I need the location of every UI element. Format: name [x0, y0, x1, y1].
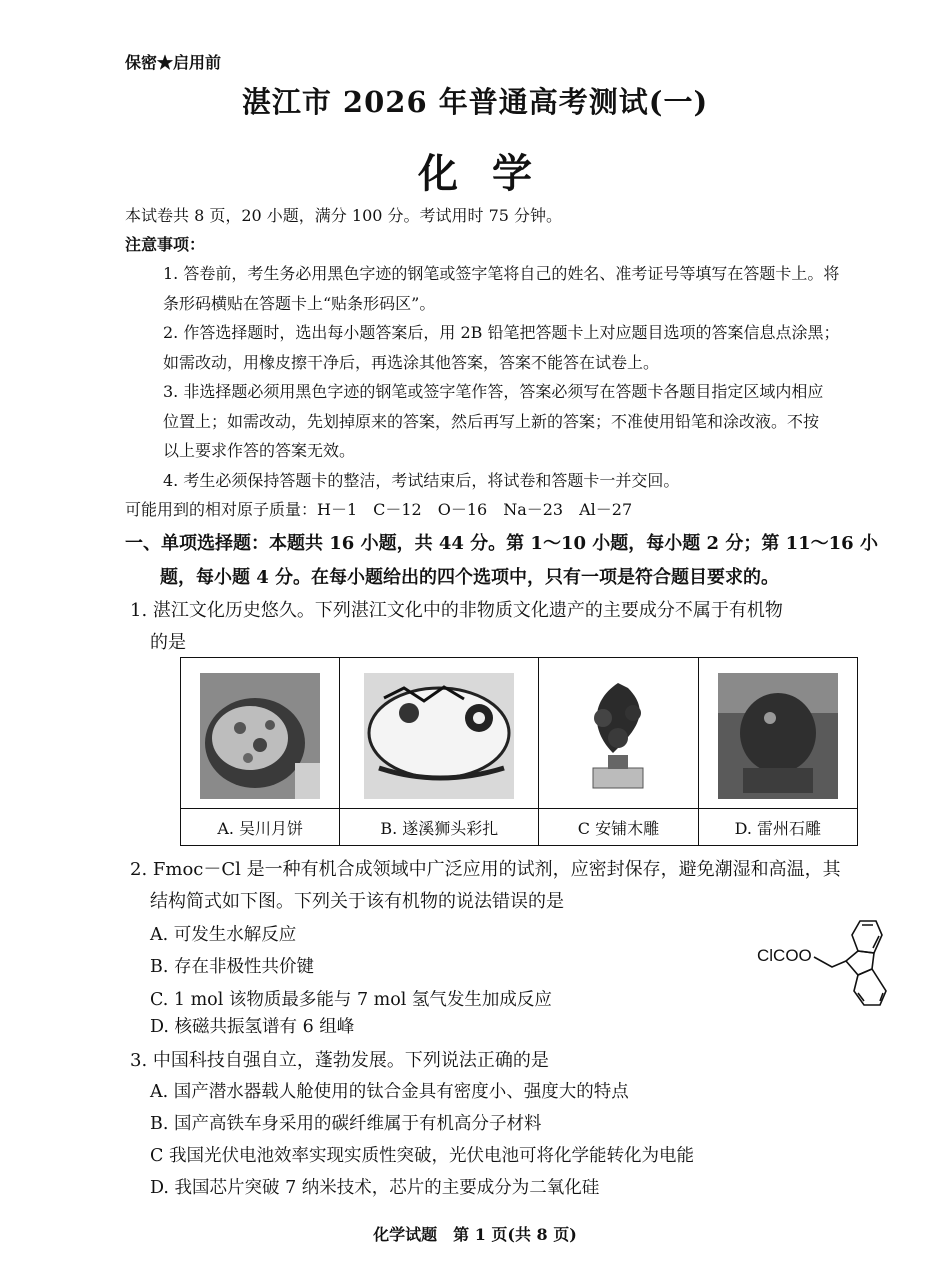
lion-head-image — [364, 673, 514, 799]
confidential-label: 保密★启用前 — [125, 53, 222, 72]
q1-image-table — [180, 657, 858, 846]
notice-line: 4. 考生必须保持答题卡的整洁，考试结束后，将试卷和答题卡一并交回。 — [163, 471, 680, 490]
q2-option-d: D. 核磁共振氢谱有 6 组峰 — [150, 1017, 355, 1037]
notice-line: 位置上；如需改动，先划掉原来的答案，然后再写上新的答案；不准使用铅笔和涂改液。不按 — [163, 412, 820, 431]
notice-line: 1. 答卷前，考生务必用黑色字迹的钢笔或签字笔将自己的姓名、准考证号等填写在答题卡上。将 — [163, 264, 840, 283]
q1-option-d: D. 雷州石雕 — [698, 809, 857, 846]
q2-option-b: B. 存在非极性共价键 — [150, 957, 314, 977]
notice-line: 3. 非选择题必须用黑色字迹的钢笔或签字笔作答，答案必须写在答题卡各题目指定区域内相应 — [163, 382, 824, 401]
notice-line: 以上要求作答的答案无效。 — [163, 441, 356, 460]
q1-option-a: A. 吴川月饼 — [181, 809, 340, 846]
q1-stem: 1. 湛江文化历史悠久。下列湛江文化中的非物质文化遗产的主要成分不属于有机物 — [130, 600, 783, 621]
structure-label: ClCOO — [757, 946, 812, 965]
q1-option-b: B. 遂溪狮头彩扎 — [340, 809, 539, 846]
q2-stem-cont: 结构简式如下图。下列关于该有机物的说法错误的是 — [150, 891, 564, 912]
q1-image-cell-d — [698, 658, 857, 809]
stone-carving-image — [718, 673, 838, 799]
notice-heading: 注意事项： — [125, 235, 206, 254]
q3-option-c: C 我国光伏电池效率实现实质性突破，光伏电池可将化学能转化为电能 — [150, 1146, 694, 1166]
notice-line: 如需改动，用橡皮擦干净后，再选涂其他答案，答案不能答在试卷上。 — [163, 353, 660, 372]
q3-stem: 3. 中国科技自强自立，蓬勃发展。下列说法正确的是 — [130, 1050, 549, 1071]
exam-title: 湛江市 2026 年普通高考测试(一) — [241, 85, 709, 119]
notice-line: 2. 作答选择题时，选出每小题答案后，用 2B 铅笔把答题卡上对应题目选项的答案信息点涂黑； — [163, 323, 840, 342]
atomic-masses: 可能用到的相对原子质量：H－1 C－12 O－16 Na－23 Al－27 — [125, 500, 633, 519]
section-heading: 一、单项选择题：本题共 16 小题，共 44 分。第 1～10 小题，每小题 2 分；第 11～16 小 — [125, 533, 878, 554]
q3-option-a: A. 国产潜水器载人舱使用的钛合金具有密度小、强度大的特点 — [150, 1082, 629, 1102]
page-footer: 化学试题 第 1 页(共 8 页) — [373, 1225, 577, 1244]
mooncake-image — [200, 673, 320, 799]
q2-option-c: C. 1 mol 该物质最多能与 7 mol 氢气发生加成反应 — [150, 990, 552, 1010]
q3-option-d: D. 我国芯片突破 7 纳米技术，芯片的主要成分为二氧化硅 — [150, 1178, 600, 1198]
section-heading-cont: 题，每小题 4 分。在每小题给出的四个选项中，只有一项是符合题目要求的。 — [160, 567, 780, 588]
wood-carving-image — [558, 673, 678, 799]
q1-stem-cont: 的是 — [150, 632, 186, 653]
q2-stem: 2. Fmoc－Cl 是一种有机合成领域中广泛应用的试剂，应密封保存，避免潮湿和高温，其 — [130, 859, 841, 880]
exam-intro: 本试卷共 8 页，20 小题，满分 100 分。考试用时 75 分钟。 — [125, 206, 563, 225]
notice-line: 条形码横贴在答题卡上“贴条形码区”。 — [163, 294, 436, 313]
subject-title: 化学 — [418, 150, 566, 197]
q1-image-cell-b — [340, 658, 539, 809]
q1-option-c: C 安铺木雕 — [539, 809, 698, 846]
q1-image-cell-c — [539, 658, 698, 809]
q2-option-a: A. 可发生水解反应 — [150, 925, 297, 945]
q3-option-b: B. 国产高铁车身采用的碳纤维属于有机高分子材料 — [150, 1114, 542, 1134]
q1-image-cell-a — [181, 658, 340, 809]
fmoc-structure-diagram — [800, 905, 900, 1015]
